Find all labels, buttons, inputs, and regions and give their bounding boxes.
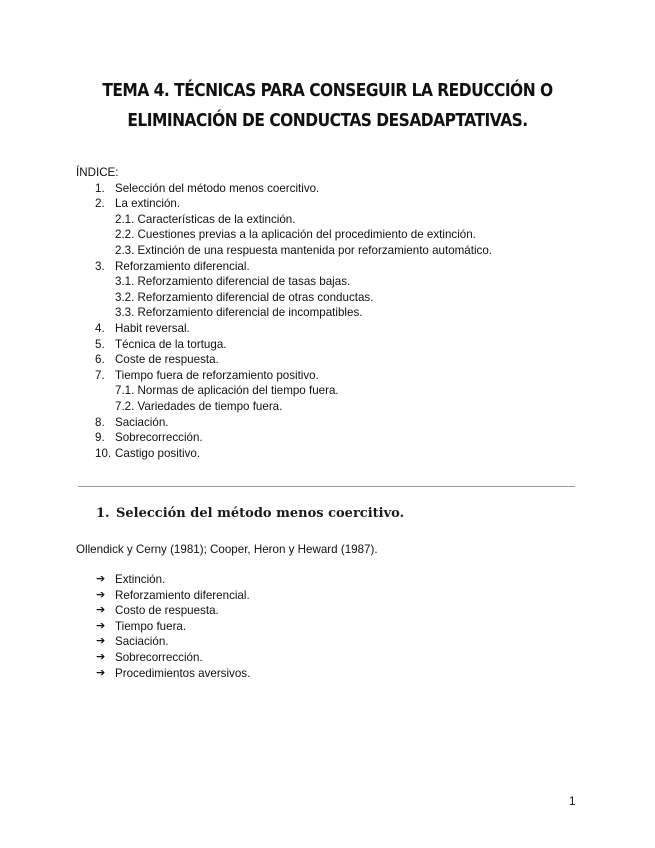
bullet-text: Sobrecorrección.	[115, 650, 203, 664]
toc-item-number: 6.	[95, 353, 105, 367]
arrow-right-icon: ➔	[96, 573, 106, 585]
toc-subitem	[76, 243, 596, 259]
toc-item-text: Selección del método menos coercitivo.	[115, 181, 320, 195]
title-line-1: TEMA 4. TÉCNICAS PARA CONSEGUIR LA REDUCCIÓN O	[102, 80, 553, 101]
toc-item	[76, 368, 596, 384]
bullet-text: Extinción.	[115, 573, 166, 586]
toc-subitem	[76, 212, 596, 228]
section-divider	[78, 486, 575, 487]
toc-item	[76, 181, 596, 197]
arrow-right-icon: ➔	[96, 635, 106, 648]
toc-subitem-text: 2.2. Cuestiones previas a la aplicación del procedimiento de extinción.	[115, 228, 476, 242]
toc-item-number: 1.	[95, 181, 105, 195]
toc-subitem	[76, 383, 596, 399]
arrow-right-icon: ➔	[96, 619, 106, 632]
index-label: ÍNDICE:	[76, 166, 119, 179]
toc-item	[76, 321, 596, 337]
toc-subitem-text: 2.3. Extinción de una respuesta mantenida por reforzamiento automático.	[115, 243, 493, 257]
toc-item-number: 2.	[95, 197, 105, 211]
title-line-2: ELIMINACIÓN DE CONDUCTAS DESADAPTATIVAS.	[127, 110, 528, 131]
table-of-contents	[76, 165, 596, 461]
bullet-text: Reforzamiento diferencial.	[115, 588, 250, 602]
toc-item	[76, 430, 596, 446]
toc-subitem	[76, 399, 596, 415]
arrow-right-icon: ➔	[96, 650, 106, 663]
toc-item-text: Sobrecorrección.	[115, 431, 203, 445]
toc-subitem-text: 7.1. Normas de aplicación del tiempo fuera.	[115, 384, 339, 398]
bullet-text: Saciación.	[115, 635, 169, 649]
toc-subitem-text: 7.2. Variedades de tiempo fuera.	[115, 399, 283, 413]
toc-item-text: Técnica de la tortuga.	[115, 337, 227, 351]
toc-subitem-text: 3.1. Reforzamiento diferencial de tasas bajas.	[115, 275, 351, 289]
toc-subitem	[76, 290, 596, 306]
toc-item-text: Castigo positivo.	[115, 446, 201, 460]
toc-item	[76, 446, 596, 462]
toc-subitem-text: 3.2. Reforzamiento diferencial de otras conductas.	[115, 290, 374, 304]
arrow-right-icon: ➔	[96, 604, 106, 617]
toc-item-text: Saciación.	[115, 415, 169, 429]
toc-item	[76, 259, 596, 275]
document-title	[97, 76, 557, 136]
page-number: 1	[569, 795, 576, 808]
toc-item-text: Habit reversal.	[115, 321, 190, 335]
toc-item-text: Tiempo fuera de reforzamiento positivo.	[115, 368, 319, 382]
toc-item	[76, 196, 596, 212]
toc-item-text: La extinción.	[115, 197, 181, 211]
toc-item-text: Coste de respuesta.	[115, 353, 219, 367]
references: Ollendick y Cerny (1981); Cooper, Heron y Heward (1987).	[76, 543, 378, 556]
toc-subitem	[76, 227, 596, 243]
section-title: Selección del método menos coercitivo.	[116, 506, 405, 521]
section-number: 1.	[96, 506, 110, 521]
toc-item-number: 4.	[95, 321, 105, 335]
toc-item-number: 7.	[95, 368, 105, 382]
section-heading	[96, 506, 404, 521]
bullet-text: Tiempo fuera.	[115, 619, 187, 633]
toc-subitem-text: 2.1. Características de la extinción.	[115, 212, 296, 226]
toc-item	[76, 415, 596, 431]
toc-subitem	[76, 305, 596, 321]
arrow-right-icon: ➔	[96, 588, 106, 601]
toc-item-number: 8.	[95, 415, 105, 429]
toc-item-number: 3.	[95, 259, 105, 273]
toc-item-text: Reforzamiento diferencial.	[115, 259, 250, 273]
toc-item	[76, 337, 596, 353]
toc-subitem	[76, 274, 596, 290]
toc-item-number: 10.	[95, 446, 112, 460]
toc-subitem-text: 3.3. Reforzamiento diferencial de incompatibles.	[115, 306, 363, 320]
toc-item-number: 5.	[95, 337, 105, 351]
toc-item	[76, 352, 596, 368]
bullet-text: Costo de respuesta.	[115, 604, 219, 618]
arrow-right-icon: ➔	[96, 666, 106, 679]
toc-item-number: 9.	[95, 431, 105, 445]
bullet-text: Procedimientos aversivos.	[115, 666, 251, 680]
